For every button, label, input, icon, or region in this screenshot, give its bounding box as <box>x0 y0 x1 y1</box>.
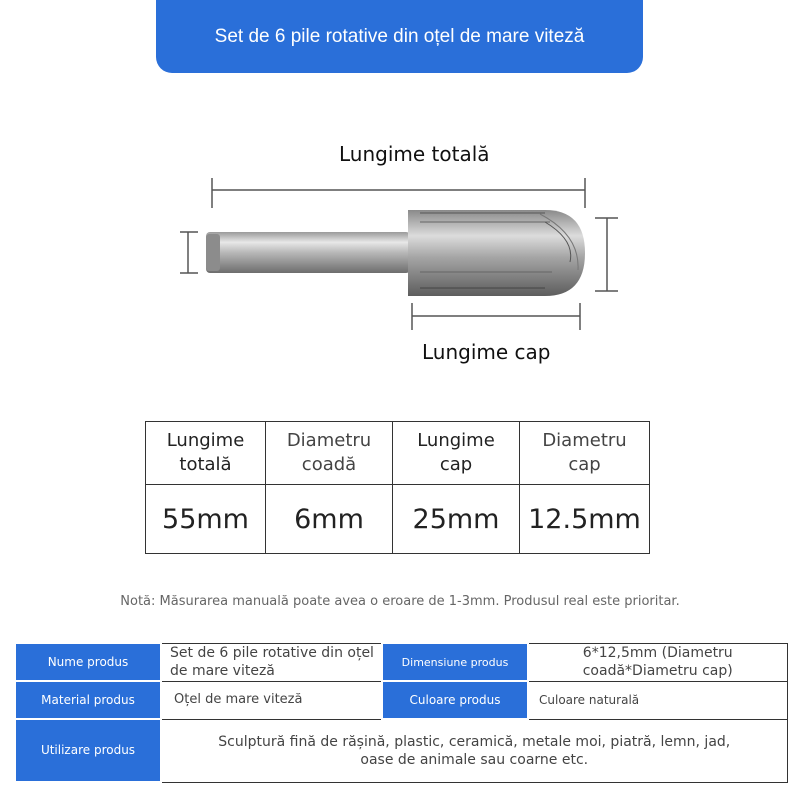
material-label: Material produs <box>15 681 161 719</box>
usage-value: Sculptură fină de rășină, plastic, ceramică, metale moi, piatră, lemn, jad, oase de animale sau coarne etc. <box>161 719 787 782</box>
material-value: Oțel de mare viteză <box>161 681 382 719</box>
product-info-table <box>14 642 788 783</box>
head-diameter-dimension <box>595 218 618 291</box>
product-name-value: Set de 6 pile rotative din oțel de mare viteză <box>161 643 382 681</box>
specs-header-cell: Diametru coadă <box>266 422 393 485</box>
color-label: Culoare produs <box>382 681 528 719</box>
specs-table <box>145 421 650 554</box>
specs-header-cell: Lungime totală <box>146 422 266 485</box>
total-length-dimension <box>212 178 585 208</box>
specs-value-cell: 6mm <box>266 485 393 554</box>
head-length-label: Lungime cap <box>422 340 551 364</box>
measurement-note: Notă: Măsurarea manuală poate avea o eroare de 1-3mm. Produsul real este prioritar. <box>120 594 680 609</box>
color-value: Culoare naturală <box>528 681 787 719</box>
dimensions-label: Dimensiune produs <box>382 643 528 681</box>
specs-value-cell: 25mm <box>393 485 520 554</box>
usage-label: Utilizare produs <box>15 719 161 782</box>
banner-title: Set de 6 pile rotative din oțel de mare viteză <box>214 25 585 47</box>
specs-value-row <box>146 485 650 554</box>
head-length-dimension <box>412 303 580 330</box>
specs-header-cell: Lungime cap <box>393 422 520 485</box>
specs-value-cell: 55mm <box>146 485 266 554</box>
burr-shank <box>206 232 410 273</box>
specs-header-row <box>146 422 650 485</box>
specs-value-cell: 12.5mm <box>520 485 650 554</box>
product-diagram <box>0 120 800 380</box>
title-banner <box>156 0 643 73</box>
dimensions-value: 6*12,5mm (Diametru coadă*Diametru cap) <box>528 643 787 681</box>
total-length-label: Lungime totală <box>339 142 490 166</box>
specs-header-cell: Diametru cap <box>520 422 650 485</box>
product-name-label: Nume produs <box>15 643 161 681</box>
burr-head <box>408 210 585 296</box>
shank-diameter-dimension <box>180 232 198 273</box>
